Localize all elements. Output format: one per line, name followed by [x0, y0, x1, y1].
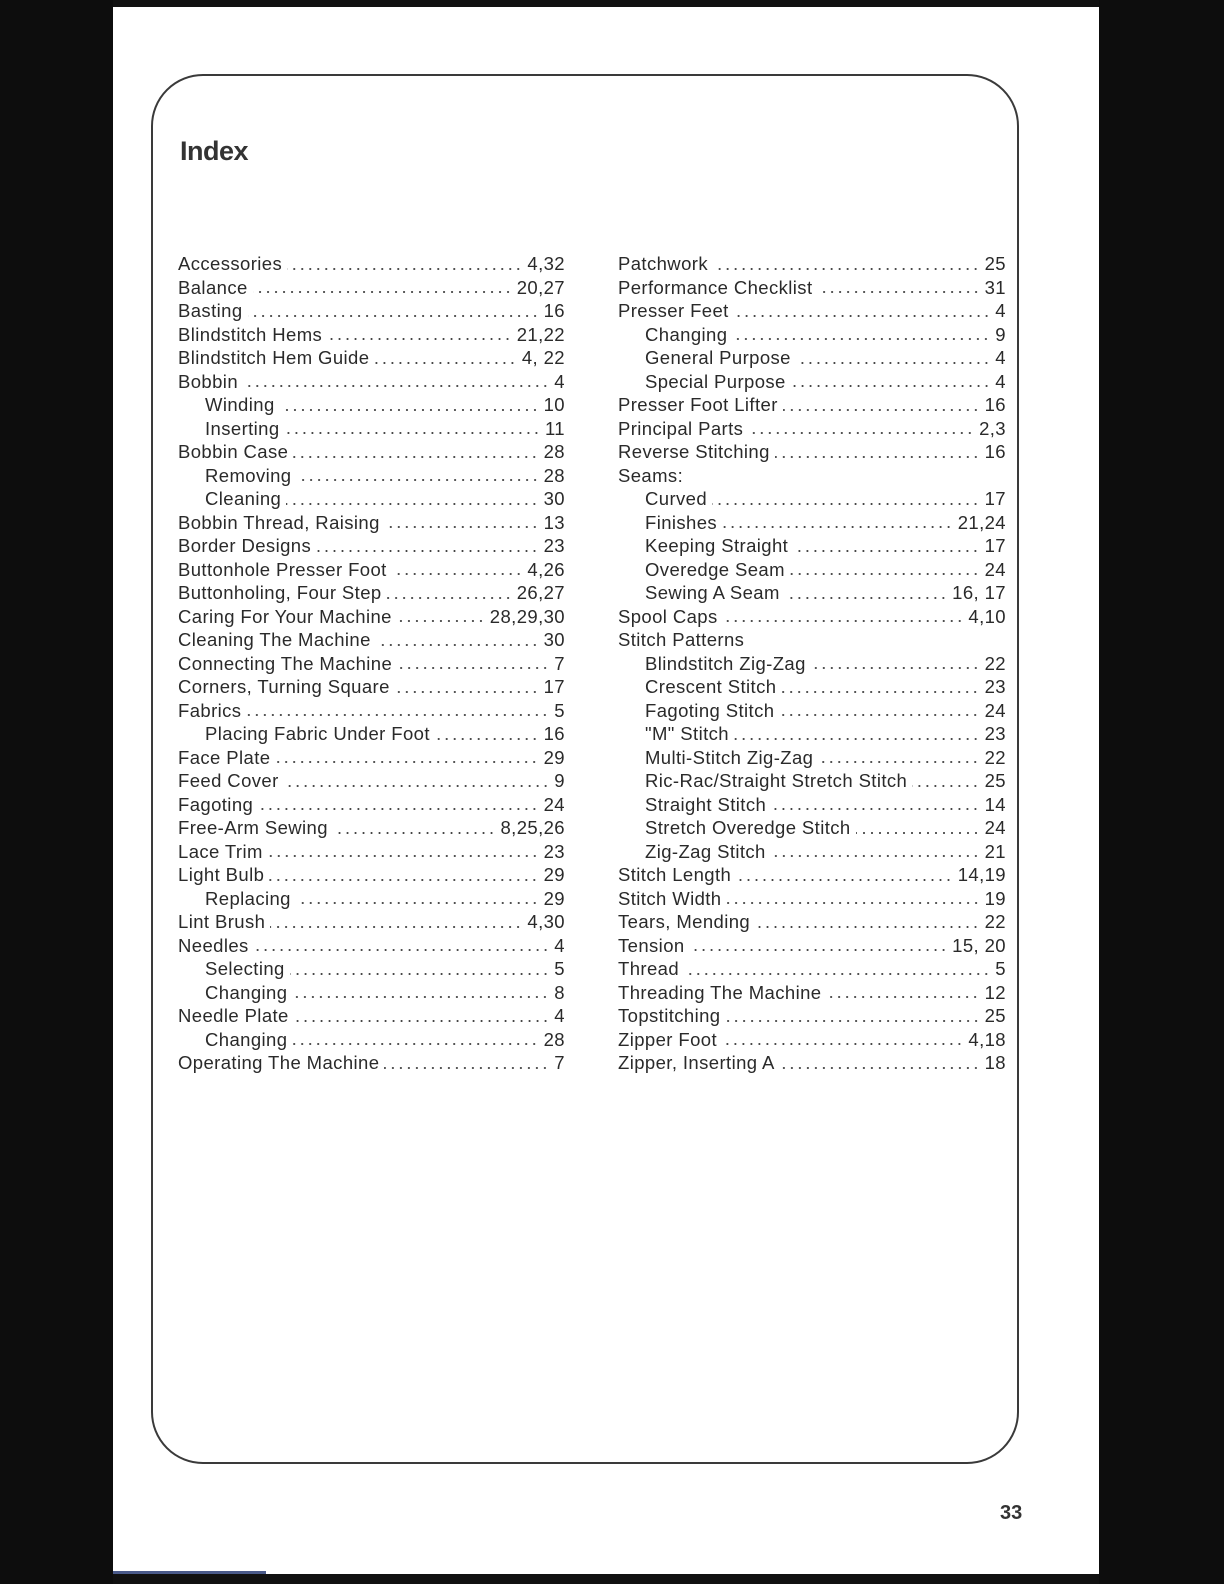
- index-term: Removing: [205, 464, 292, 486]
- index-term: Needle Plate: [178, 1005, 289, 1026]
- index-entry: [618, 910, 1006, 934]
- index-term: Zig-Zag Stitch: [645, 840, 766, 862]
- index-page-ref: 8,25,26: [500, 817, 565, 838]
- dot-leader: [727, 900, 980, 906]
- index-entry: [618, 628, 1006, 652]
- dot-leader: [734, 736, 980, 742]
- dot-leader: [726, 1018, 980, 1024]
- dot-leader: [392, 571, 523, 577]
- index-page-ref: 23: [984, 723, 1006, 744]
- scan-edge-mark: [113, 1571, 266, 1574]
- index-entry: [178, 605, 565, 629]
- dot-leader: [294, 1018, 550, 1024]
- index-page-ref: 28: [543, 464, 565, 486]
- index-page-ref: 14: [984, 793, 1006, 815]
- dot-leader: [713, 266, 980, 272]
- dot-leader: [722, 1041, 963, 1047]
- index-entry: [178, 323, 565, 347]
- index-entry: [178, 816, 565, 840]
- dot-leader: [785, 595, 947, 601]
- index-entry: [178, 628, 565, 652]
- index-term: Special Purpose: [645, 370, 786, 392]
- index-page-ref: 16: [984, 394, 1006, 415]
- dot-leader: [280, 407, 539, 413]
- index-term: Feed Cover: [178, 770, 279, 791]
- index-entry: [178, 863, 565, 887]
- index-subentry: [618, 581, 1006, 605]
- index-page-ref: 4: [995, 347, 1006, 368]
- index-page-ref: 23: [543, 840, 565, 862]
- index-term: Tears, Mending: [618, 911, 751, 932]
- index-page-ref: 22: [984, 746, 1006, 768]
- index-term: Sewing A Seam: [645, 582, 780, 603]
- index-subentry: [618, 346, 1006, 370]
- index-term: Cleaning The Machine: [178, 629, 371, 650]
- index-page-ref: 29: [543, 864, 565, 885]
- index-term: Buttonhole Presser Foot: [178, 558, 387, 580]
- index-subentry: [618, 816, 1006, 840]
- index-page-ref: 16: [984, 441, 1006, 462]
- index-term: Buttonholing, Four Step: [178, 582, 382, 603]
- index-entry: [618, 981, 1006, 1005]
- dot-leader: [258, 806, 538, 812]
- index-subentry: [178, 957, 565, 981]
- index-subentry: [178, 981, 565, 1005]
- index-page-ref: 23: [543, 535, 565, 556]
- index-subentry: [618, 487, 1006, 511]
- index-page-ref: 4: [554, 370, 565, 392]
- index-entry: [618, 276, 1006, 300]
- dot-leader: [248, 313, 539, 319]
- index-term: Caring For Your Machine: [178, 605, 392, 627]
- index-term: Zipper, Inserting A: [618, 1052, 775, 1073]
- index-page-ref: 13: [543, 511, 565, 533]
- index-term: Needles: [178, 934, 249, 956]
- index-page-ref: 18: [984, 1052, 1006, 1073]
- index-page-ref: 4,26: [527, 558, 565, 580]
- index-column-left: [178, 252, 565, 1075]
- index-entry: [618, 863, 1006, 887]
- index-entry: [618, 1028, 1006, 1052]
- index-term: Changing: [205, 1028, 288, 1050]
- index-term: Free-Arm Sewing: [178, 817, 328, 838]
- index-term: Overedge Seam: [645, 558, 785, 580]
- dot-leader: [387, 595, 512, 601]
- index-term: Stitch Width: [618, 887, 722, 909]
- index-page-ref: 30: [543, 629, 565, 650]
- index-term: Seams:: [618, 464, 684, 486]
- index-term: Changing: [205, 981, 288, 1003]
- dot-leader: [435, 736, 539, 742]
- index-page-ref: 29: [543, 887, 565, 909]
- index-page-ref: 23: [984, 676, 1006, 697]
- index-term: Fagoting: [178, 793, 254, 815]
- index-subentry: [178, 464, 565, 488]
- index-entry: [178, 511, 565, 535]
- index-page-ref: 9: [554, 770, 565, 791]
- index-page-ref: 11: [544, 417, 565, 439]
- index-page-ref: 16: [543, 300, 565, 321]
- index-term: "M" Stitch: [645, 723, 729, 744]
- index-term: Selecting: [205, 958, 285, 979]
- index-entry: [618, 1004, 1006, 1028]
- index-subentry: [618, 652, 1006, 676]
- index-entry: [618, 887, 1006, 911]
- index-page-ref: 7: [554, 652, 565, 674]
- index-page-ref: 25: [984, 1005, 1006, 1026]
- dot-leader: [316, 548, 539, 554]
- dot-leader: [284, 783, 550, 789]
- index-entry: [178, 1004, 565, 1028]
- dot-leader: [755, 924, 980, 930]
- dot-leader: [791, 383, 991, 389]
- index-term: Blindstitch Hems: [178, 323, 323, 345]
- dot-leader: [397, 618, 485, 624]
- dot-leader: [297, 477, 539, 483]
- index-page-ref: 4: [554, 1005, 565, 1026]
- index-page-ref: 22: [984, 911, 1006, 932]
- dot-leader: [374, 360, 516, 366]
- dot-leader: [818, 289, 980, 295]
- index-term: Stretch Overedge Stitch: [645, 817, 851, 838]
- index-page-ref: 22: [984, 652, 1006, 674]
- index-entry: [618, 299, 1006, 323]
- index-entry: [178, 1051, 565, 1075]
- dot-leader: [732, 336, 990, 342]
- index-term: Blindstitch Hem Guide: [178, 347, 370, 368]
- index-term: Thread: [618, 958, 680, 979]
- index-term: Keeping Straight: [645, 535, 789, 556]
- index-entry: [178, 699, 565, 723]
- index-page-ref: 12: [984, 981, 1006, 1003]
- scan-border-top: [113, 0, 1100, 7]
- index-subentry: [178, 722, 565, 746]
- index-term: Stitch Patterns: [618, 629, 745, 650]
- index-page-ref: 4,10: [968, 605, 1006, 627]
- index-entry: [178, 840, 565, 864]
- dot-leader: [246, 712, 549, 718]
- dot-leader: [285, 430, 540, 436]
- index-page-ref: 29: [543, 746, 565, 768]
- dot-leader: [748, 430, 974, 436]
- index-term: Bobbin: [178, 370, 239, 392]
- index-page-ref: 21,22: [516, 323, 565, 345]
- index-entry: [618, 464, 1006, 488]
- index-page-ref: 24: [984, 699, 1006, 721]
- dot-leader: [269, 877, 538, 883]
- dot-leader: [333, 830, 496, 836]
- scan-border-left: [0, 0, 113, 1584]
- dot-leader: [293, 454, 538, 460]
- index-page-ref: 19: [984, 887, 1006, 909]
- index-subentry: [618, 558, 1006, 582]
- dot-leader: [734, 313, 991, 319]
- index-term: Connecting The Machine: [178, 652, 393, 674]
- index-entry: [178, 440, 565, 464]
- index-term: Tension: [618, 934, 685, 956]
- index-page-ref: 4, 22: [521, 347, 565, 368]
- index-term: Changing: [645, 323, 728, 345]
- index-entry: [178, 346, 565, 370]
- index-term: Light Bulb: [178, 864, 265, 885]
- index-term: Fagoting Stitch: [645, 699, 775, 721]
- index-entry: [178, 581, 565, 605]
- dot-leader: [286, 501, 538, 507]
- index-term: Accessories: [178, 253, 283, 274]
- index-subentry: [178, 487, 565, 511]
- index-term: Presser Feet: [618, 300, 729, 321]
- index-page-ref: 15, 20: [952, 934, 1006, 956]
- index-page-ref: 5: [995, 958, 1006, 979]
- dot-leader: [290, 971, 550, 977]
- index-entry: [178, 675, 565, 699]
- dot-leader: [397, 665, 549, 671]
- dot-leader: [296, 900, 539, 906]
- index-term: Blindstitch Zig-Zag: [645, 652, 806, 674]
- index-entry: [178, 276, 565, 300]
- dot-leader: [292, 1041, 538, 1047]
- index-entry: [178, 746, 565, 770]
- index-entry: [618, 1051, 1006, 1075]
- index-subentry: [618, 840, 1006, 864]
- index-page-ref: 24: [984, 558, 1006, 580]
- dot-leader: [712, 501, 980, 507]
- index-page-ref: 28: [543, 441, 565, 462]
- index-term: Placing Fabric Under Foot: [205, 723, 430, 744]
- index-page-ref: 28,29,30: [489, 605, 565, 627]
- index-subentry: [178, 887, 565, 911]
- dot-leader: [253, 289, 512, 295]
- index-page-ref: 25: [984, 770, 1006, 791]
- dot-leader: [722, 524, 953, 530]
- page-title: Index: [180, 136, 249, 166]
- index-term: Corners, Turning Square: [178, 676, 390, 697]
- page-number: 33: [1000, 1502, 1023, 1524]
- index-subentry: [178, 417, 565, 441]
- dot-leader: [376, 642, 539, 648]
- index-entry: [178, 558, 565, 582]
- dot-leader: [384, 1065, 549, 1071]
- index-page-ref: 17: [984, 535, 1006, 556]
- dot-leader: [793, 548, 979, 554]
- index-page-ref: 21,24: [957, 511, 1006, 533]
- index-page-ref: 2,3: [979, 417, 1006, 439]
- dot-leader: [684, 971, 990, 977]
- dot-leader: [780, 1065, 980, 1071]
- index-subentry: [618, 746, 1006, 770]
- index-entry: [178, 252, 565, 276]
- index-term: Topstitching: [618, 1005, 721, 1026]
- index-term: Cleaning: [205, 488, 282, 509]
- index-page-ref: 4,30: [527, 911, 565, 932]
- index-term: Straight Stitch: [645, 793, 767, 815]
- dot-leader: [818, 759, 979, 765]
- index-page-ref: 16, 17: [952, 582, 1006, 603]
- index-term: Inserting: [205, 417, 280, 439]
- index-term: Ric-Rac/Straight Stretch Stitch: [645, 770, 908, 791]
- dot-leader: [796, 360, 990, 366]
- index-subentry: [618, 722, 1006, 746]
- index-term: Replacing: [205, 887, 291, 909]
- index-term: Operating The Machine: [178, 1052, 380, 1073]
- index-page-ref: 4: [995, 370, 1006, 392]
- index-page-ref: 16: [543, 723, 565, 744]
- dot-leader: [856, 830, 980, 836]
- index-term: Finishes: [645, 511, 718, 533]
- index-entry: [178, 934, 565, 958]
- index-term: Spool Caps: [618, 605, 718, 627]
- index-term: Threading The Machine: [618, 981, 822, 1003]
- dot-leader: [327, 336, 512, 342]
- index-page-ref: 17: [984, 488, 1006, 509]
- dot-leader: [268, 853, 539, 859]
- index-subentry: [618, 769, 1006, 793]
- index-subentry: [618, 370, 1006, 394]
- scan-border-right: [1099, 0, 1224, 1584]
- index-term: General Purpose: [645, 347, 791, 368]
- index-entry: [618, 934, 1006, 958]
- index-page-ref: 7: [554, 1052, 565, 1073]
- index-subentry: [618, 323, 1006, 347]
- index-term: Border Designs: [178, 535, 312, 556]
- index-page-ref: 10: [543, 394, 565, 415]
- dot-leader: [783, 407, 980, 413]
- index-page-ref: 4: [995, 300, 1006, 321]
- dot-leader: [771, 853, 980, 859]
- index-term: Face Plate: [178, 746, 271, 768]
- index-column-right: [618, 252, 1006, 1075]
- index-term: Bobbin Thread, Raising: [178, 511, 380, 533]
- index-entry: [618, 393, 1006, 417]
- index-term: Reverse Stitching: [618, 441, 770, 462]
- dot-leader: [790, 571, 980, 577]
- dot-leader: [736, 877, 953, 883]
- index-entry: [178, 370, 565, 394]
- dot-leader: [775, 454, 980, 460]
- dot-leader: [395, 689, 539, 695]
- index-page-ref: 5: [554, 958, 565, 979]
- dot-leader: [811, 665, 980, 671]
- index-page-ref: 26,27: [516, 582, 565, 603]
- index-page-ref: 5: [554, 699, 565, 721]
- index-page-ref: 17: [543, 676, 565, 697]
- index-entry: [618, 957, 1006, 981]
- index-subentry: [178, 393, 565, 417]
- dot-leader: [254, 947, 550, 953]
- index-subentry: [618, 511, 1006, 535]
- index-entry: [178, 299, 565, 323]
- index-term: Zipper Foot: [618, 1028, 717, 1050]
- index-term: Lint Brush: [178, 911, 266, 932]
- index-term: Performance Checklist: [618, 276, 813, 298]
- dot-leader: [779, 712, 979, 718]
- index-entry: [178, 769, 565, 793]
- index-term: Basting: [178, 300, 243, 321]
- index-term: Lace Trim: [178, 840, 263, 862]
- index-page-ref: 24: [543, 793, 565, 815]
- index-page-ref: 25: [984, 253, 1006, 274]
- index-page-ref: 30: [543, 488, 565, 509]
- index-page-ref: 24: [984, 817, 1006, 838]
- index-subentry: [618, 793, 1006, 817]
- index-entry: [618, 417, 1006, 441]
- index-term: Multi-Stitch Zig-Zag: [645, 746, 814, 768]
- index-subentry: [618, 699, 1006, 723]
- dot-leader: [723, 618, 964, 624]
- index-page-ref: 4,18: [968, 1028, 1006, 1050]
- dot-leader: [385, 524, 539, 530]
- dot-leader: [771, 806, 979, 812]
- index-term: Bobbin Case: [178, 441, 289, 462]
- index-term: Presser Foot Lifter: [618, 394, 778, 415]
- index-entry: [618, 252, 1006, 276]
- index-page-ref: 21: [984, 840, 1006, 862]
- index-page-ref: 31: [984, 276, 1006, 298]
- index-term: Patchwork: [618, 253, 708, 274]
- index-term: Fabrics: [178, 699, 242, 721]
- index-subentry: [618, 534, 1006, 558]
- dot-leader: [690, 947, 948, 953]
- index-entry: [178, 910, 565, 934]
- index-page-ref: 4,32: [527, 253, 565, 274]
- index-subentry: [178, 1028, 565, 1052]
- dot-leader: [826, 994, 979, 1000]
- index-term: Crescent Stitch: [645, 676, 777, 697]
- index-entry: [618, 440, 1006, 464]
- index-page-ref: 9: [995, 323, 1006, 345]
- index-term: Balance: [178, 276, 248, 298]
- dot-leader: [912, 783, 979, 789]
- index-term: Curved: [645, 488, 708, 509]
- dot-leader: [243, 383, 549, 389]
- index-term: Principal Parts: [618, 417, 744, 439]
- scan-border-bottom: [113, 1574, 1099, 1584]
- index-entry: [178, 793, 565, 817]
- index-page-ref: 4: [554, 934, 565, 956]
- index-entry: [178, 652, 565, 676]
- index-page-ref: 8: [554, 981, 565, 1003]
- dot-leader: [287, 266, 522, 272]
- index-page-ref: 28: [543, 1028, 565, 1050]
- index-subentry: [618, 675, 1006, 699]
- index-page-ref: 14,19: [957, 864, 1006, 885]
- index-term: Stitch Length: [618, 864, 732, 885]
- dot-leader: [292, 994, 549, 1000]
- index-page-ref: 20,27: [516, 276, 565, 298]
- dot-leader: [275, 759, 538, 765]
- dot-leader: [270, 924, 522, 930]
- dot-leader: [781, 689, 979, 695]
- index-entry: [178, 534, 565, 558]
- index-entry: [618, 605, 1006, 629]
- index-term: Winding: [205, 394, 275, 415]
